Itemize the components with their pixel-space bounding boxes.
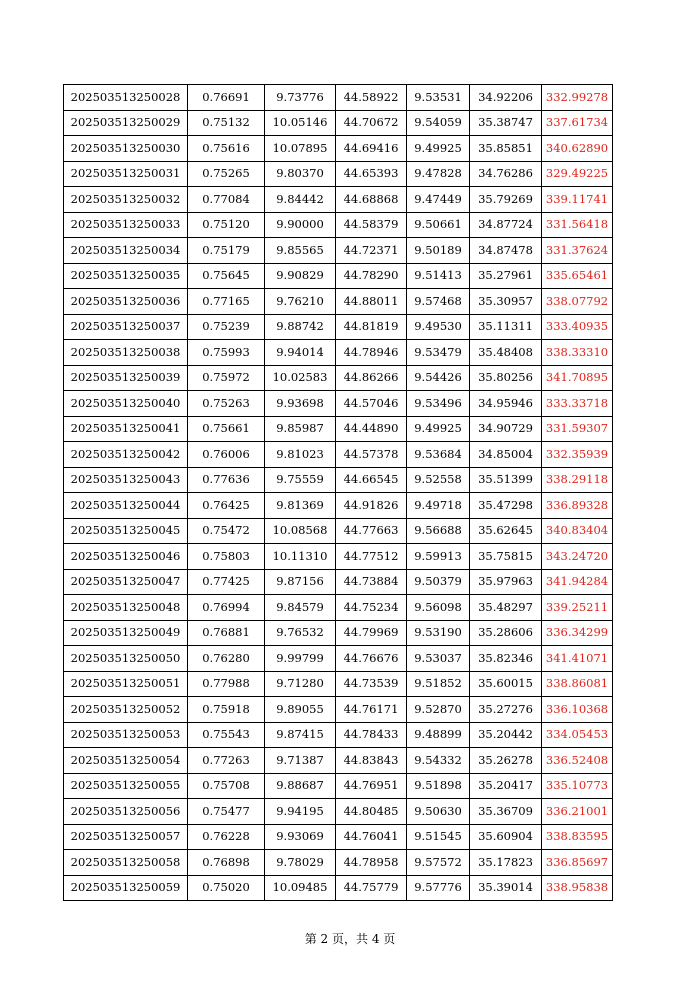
- sample-id-cell: 202503513250039: [64, 365, 188, 391]
- sample-id-cell: 202503513250057: [64, 824, 188, 850]
- sample-id-cell: 202503513250043: [64, 467, 188, 493]
- value-cell-5: 35.36709: [470, 799, 542, 825]
- table-row: [64, 646, 613, 672]
- value-cell-5: 34.90729: [470, 416, 542, 442]
- table-row: [64, 187, 613, 213]
- value-cell-3: 44.76171: [336, 697, 407, 723]
- value-cell-5: 35.20442: [470, 722, 542, 748]
- value-cell-4: 9.52870: [407, 697, 470, 723]
- value-cell-2: 9.88687: [265, 773, 336, 799]
- sample-id-cell: 202503513250040: [64, 391, 188, 417]
- value-cell-1: 0.76691: [188, 85, 265, 111]
- table-row: [64, 289, 613, 315]
- total-cell: 332.35939: [542, 442, 613, 468]
- value-cell-3: 44.66545: [336, 467, 407, 493]
- value-cell-2: 10.02583: [265, 365, 336, 391]
- value-cell-1: 0.75239: [188, 314, 265, 340]
- value-cell-1: 0.75543: [188, 722, 265, 748]
- sample-id-cell: 202503513250048: [64, 595, 188, 621]
- value-cell-1: 0.76228: [188, 824, 265, 850]
- total-cell: 341.94284: [542, 569, 613, 595]
- total-cell: 338.83595: [542, 824, 613, 850]
- sample-id-cell: 202503513250046: [64, 544, 188, 570]
- total-cell: 341.70895: [542, 365, 613, 391]
- value-cell-5: 35.75815: [470, 544, 542, 570]
- total-cell: 338.95838: [542, 875, 613, 901]
- value-cell-4: 9.50630: [407, 799, 470, 825]
- table-row: [64, 697, 613, 723]
- value-cell-5: 34.95946: [470, 391, 542, 417]
- value-cell-4: 9.56098: [407, 595, 470, 621]
- table-row: [64, 110, 613, 136]
- value-cell-1: 0.77084: [188, 187, 265, 213]
- value-cell-5: 35.11311: [470, 314, 542, 340]
- sample-id-cell: 202503513250037: [64, 314, 188, 340]
- value-cell-3: 44.57378: [336, 442, 407, 468]
- value-cell-4: 9.54059: [407, 110, 470, 136]
- value-cell-2: 9.85987: [265, 416, 336, 442]
- value-cell-2: 9.76210: [265, 289, 336, 315]
- sample-id-cell: 202503513250035: [64, 263, 188, 289]
- value-cell-1: 0.75616: [188, 136, 265, 162]
- value-cell-4: 9.53531: [407, 85, 470, 111]
- value-cell-2: 9.90000: [265, 212, 336, 238]
- value-cell-5: 35.97963: [470, 569, 542, 595]
- value-cell-1: 0.77636: [188, 467, 265, 493]
- value-cell-1: 0.76898: [188, 850, 265, 876]
- value-cell-4: 9.52558: [407, 467, 470, 493]
- value-cell-1: 0.76994: [188, 595, 265, 621]
- value-cell-3: 44.58379: [336, 212, 407, 238]
- table-row: [64, 595, 613, 621]
- table-row: [64, 416, 613, 442]
- sample-id-cell: 202503513250045: [64, 518, 188, 544]
- value-cell-3: 44.78946: [336, 340, 407, 366]
- sample-id-cell: 202503513250049: [64, 620, 188, 646]
- value-cell-5: 35.82346: [470, 646, 542, 672]
- value-cell-3: 44.44890: [336, 416, 407, 442]
- value-cell-1: 0.75661: [188, 416, 265, 442]
- value-cell-5: 35.38747: [470, 110, 542, 136]
- value-cell-2: 9.81369: [265, 493, 336, 519]
- sample-id-cell: 202503513250041: [64, 416, 188, 442]
- value-cell-4: 9.50189: [407, 238, 470, 264]
- value-cell-1: 0.75803: [188, 544, 265, 570]
- table-row: [64, 238, 613, 264]
- value-cell-4: 9.59913: [407, 544, 470, 570]
- value-cell-4: 9.51413: [407, 263, 470, 289]
- table-row: [64, 365, 613, 391]
- value-cell-2: 10.07895: [265, 136, 336, 162]
- total-cell: 331.56418: [542, 212, 613, 238]
- value-cell-5: 35.60904: [470, 824, 542, 850]
- table-row: [64, 850, 613, 876]
- value-cell-3: 44.88011: [336, 289, 407, 315]
- value-cell-3: 44.70672: [336, 110, 407, 136]
- total-cell: 338.07792: [542, 289, 613, 315]
- table-row: [64, 212, 613, 238]
- value-cell-5: 35.60015: [470, 671, 542, 697]
- value-cell-5: 35.79269: [470, 187, 542, 213]
- value-cell-5: 35.28606: [470, 620, 542, 646]
- sample-id-cell: 202503513250055: [64, 773, 188, 799]
- value-cell-4: 9.47828: [407, 161, 470, 187]
- sample-id-cell: 202503513250031: [64, 161, 188, 187]
- value-cell-1: 0.75477: [188, 799, 265, 825]
- value-cell-3: 44.91826: [336, 493, 407, 519]
- value-cell-5: 35.80256: [470, 365, 542, 391]
- value-cell-2: 9.75559: [265, 467, 336, 493]
- value-cell-5: 34.92206: [470, 85, 542, 111]
- sample-id-cell: 202503513250054: [64, 748, 188, 774]
- sample-id-cell: 202503513250032: [64, 187, 188, 213]
- value-cell-5: 35.48408: [470, 340, 542, 366]
- total-cell: 331.37624: [542, 238, 613, 264]
- value-cell-2: 9.88742: [265, 314, 336, 340]
- value-cell-4: 9.50661: [407, 212, 470, 238]
- value-cell-2: 9.90829: [265, 263, 336, 289]
- page-footer: 第 2 页，共 4 页: [304, 932, 396, 946]
- value-cell-1: 0.76006: [188, 442, 265, 468]
- table-row: [64, 340, 613, 366]
- value-cell-1: 0.75179: [188, 238, 265, 264]
- value-cell-1: 0.75265: [188, 161, 265, 187]
- value-cell-3: 44.65393: [336, 161, 407, 187]
- table-row: [64, 875, 613, 901]
- data-table: [63, 84, 613, 901]
- value-cell-5: 35.27961: [470, 263, 542, 289]
- value-cell-5: 35.27276: [470, 697, 542, 723]
- value-cell-4: 9.53479: [407, 340, 470, 366]
- total-cell: 336.85697: [542, 850, 613, 876]
- total-cell: 336.10368: [542, 697, 613, 723]
- total-cell: 334.05453: [542, 722, 613, 748]
- value-cell-1: 0.76280: [188, 646, 265, 672]
- table-row: [64, 824, 613, 850]
- value-cell-2: 9.81023: [265, 442, 336, 468]
- table-row: [64, 722, 613, 748]
- total-cell: 341.41071: [542, 646, 613, 672]
- total-cell: 339.11741: [542, 187, 613, 213]
- sample-id-cell: 202503513250029: [64, 110, 188, 136]
- sample-id-cell: 202503513250038: [64, 340, 188, 366]
- value-cell-3: 44.58922: [336, 85, 407, 111]
- total-cell: 338.29118: [542, 467, 613, 493]
- sample-id-cell: 202503513250052: [64, 697, 188, 723]
- value-cell-3: 44.78958: [336, 850, 407, 876]
- total-cell: 340.83404: [542, 518, 613, 544]
- table-row: [64, 799, 613, 825]
- value-cell-3: 44.86266: [336, 365, 407, 391]
- value-cell-1: 0.77425: [188, 569, 265, 595]
- value-cell-2: 9.78029: [265, 850, 336, 876]
- value-cell-3: 44.69416: [336, 136, 407, 162]
- value-cell-4: 9.53496: [407, 391, 470, 417]
- value-cell-2: 9.73776: [265, 85, 336, 111]
- value-cell-1: 0.75645: [188, 263, 265, 289]
- value-cell-2: 10.09485: [265, 875, 336, 901]
- value-cell-5: 35.30957: [470, 289, 542, 315]
- value-cell-5: 35.26278: [470, 748, 542, 774]
- value-cell-2: 9.93069: [265, 824, 336, 850]
- value-cell-2: 9.71280: [265, 671, 336, 697]
- value-cell-4: 9.49925: [407, 416, 470, 442]
- value-cell-4: 9.54426: [407, 365, 470, 391]
- total-cell: 332.99278: [542, 85, 613, 111]
- value-cell-4: 9.57572: [407, 850, 470, 876]
- total-cell: 336.52408: [542, 748, 613, 774]
- value-cell-3: 44.83843: [336, 748, 407, 774]
- value-cell-1: 0.75993: [188, 340, 265, 366]
- value-cell-5: 35.85851: [470, 136, 542, 162]
- table-row: [64, 620, 613, 646]
- value-cell-5: 35.51399: [470, 467, 542, 493]
- sample-id-cell: 202503513250036: [64, 289, 188, 315]
- value-cell-3: 44.77512: [336, 544, 407, 570]
- sample-id-cell: 202503513250047: [64, 569, 188, 595]
- value-cell-2: 9.93698: [265, 391, 336, 417]
- table-row: [64, 391, 613, 417]
- sample-id-cell: 202503513250044: [64, 493, 188, 519]
- value-cell-1: 0.76881: [188, 620, 265, 646]
- value-cell-1: 0.75120: [188, 212, 265, 238]
- value-cell-3: 44.78290: [336, 263, 407, 289]
- value-cell-3: 44.72371: [336, 238, 407, 264]
- value-cell-5: 34.87478: [470, 238, 542, 264]
- value-cell-4: 9.54332: [407, 748, 470, 774]
- value-cell-3: 44.80485: [336, 799, 407, 825]
- value-cell-5: 34.87724: [470, 212, 542, 238]
- value-cell-4: 9.49530: [407, 314, 470, 340]
- value-cell-3: 44.79969: [336, 620, 407, 646]
- value-cell-2: 9.94195: [265, 799, 336, 825]
- value-cell-2: 9.99799: [265, 646, 336, 672]
- table-row: [64, 569, 613, 595]
- value-cell-2: 10.08568: [265, 518, 336, 544]
- value-cell-4: 9.57776: [407, 875, 470, 901]
- total-cell: 336.21001: [542, 799, 613, 825]
- table-row: [64, 136, 613, 162]
- value-cell-1: 0.76425: [188, 493, 265, 519]
- value-cell-4: 9.53037: [407, 646, 470, 672]
- value-cell-1: 0.75263: [188, 391, 265, 417]
- value-cell-3: 44.73884: [336, 569, 407, 595]
- sample-id-cell: 202503513250051: [64, 671, 188, 697]
- sample-id-cell: 202503513250053: [64, 722, 188, 748]
- value-cell-4: 9.49718: [407, 493, 470, 519]
- value-cell-5: 35.47298: [470, 493, 542, 519]
- table-row: [64, 748, 613, 774]
- table-row: [64, 442, 613, 468]
- total-cell: 336.89328: [542, 493, 613, 519]
- value-cell-4: 9.57468: [407, 289, 470, 315]
- table-row: [64, 773, 613, 799]
- sample-id-cell: 202503513250034: [64, 238, 188, 264]
- total-cell: 338.33310: [542, 340, 613, 366]
- value-cell-1: 0.75918: [188, 697, 265, 723]
- value-cell-4: 9.51852: [407, 671, 470, 697]
- value-cell-3: 44.76951: [336, 773, 407, 799]
- value-cell-3: 44.81819: [336, 314, 407, 340]
- value-cell-3: 44.75234: [336, 595, 407, 621]
- value-cell-2: 9.80370: [265, 161, 336, 187]
- value-cell-1: 0.75132: [188, 110, 265, 136]
- sample-id-cell: 202503513250028: [64, 85, 188, 111]
- sample-id-cell: 202503513250058: [64, 850, 188, 876]
- total-cell: 337.61734: [542, 110, 613, 136]
- value-cell-1: 0.77263: [188, 748, 265, 774]
- value-cell-4: 9.49925: [407, 136, 470, 162]
- sample-id-cell: 202503513250056: [64, 799, 188, 825]
- table-row: [64, 161, 613, 187]
- value-cell-4: 9.50379: [407, 569, 470, 595]
- value-cell-5: 35.48297: [470, 595, 542, 621]
- table-row: [64, 467, 613, 493]
- value-cell-3: 44.76041: [336, 824, 407, 850]
- total-cell: 340.62890: [542, 136, 613, 162]
- total-cell: 338.86081: [542, 671, 613, 697]
- value-cell-1: 0.75972: [188, 365, 265, 391]
- value-cell-2: 9.84579: [265, 595, 336, 621]
- total-cell: 343.24720: [542, 544, 613, 570]
- total-cell: 333.40935: [542, 314, 613, 340]
- total-cell: 333.33718: [542, 391, 613, 417]
- total-cell: 335.65461: [542, 263, 613, 289]
- total-cell: 335.10773: [542, 773, 613, 799]
- sample-id-cell: 202503513250050: [64, 646, 188, 672]
- sample-id-cell: 202503513250059: [64, 875, 188, 901]
- total-cell: 339.25211: [542, 595, 613, 621]
- sample-id-cell: 202503513250030: [64, 136, 188, 162]
- value-cell-5: 35.39014: [470, 875, 542, 901]
- value-cell-5: 34.85004: [470, 442, 542, 468]
- table-row: [64, 493, 613, 519]
- value-cell-2: 9.85565: [265, 238, 336, 264]
- value-cell-2: 9.87415: [265, 722, 336, 748]
- value-cell-4: 9.56688: [407, 518, 470, 544]
- value-cell-5: 35.20417: [470, 773, 542, 799]
- value-cell-2: 9.84442: [265, 187, 336, 213]
- value-cell-4: 9.47449: [407, 187, 470, 213]
- total-cell: 336.34299: [542, 620, 613, 646]
- table-row: [64, 314, 613, 340]
- total-cell: 331.59307: [542, 416, 613, 442]
- value-cell-4: 9.51545: [407, 824, 470, 850]
- table-row: [64, 263, 613, 289]
- value-cell-1: 0.75472: [188, 518, 265, 544]
- table-row: [64, 518, 613, 544]
- value-cell-3: 44.68868: [336, 187, 407, 213]
- table-row: [64, 544, 613, 570]
- value-cell-1: 0.77165: [188, 289, 265, 315]
- value-cell-1: 0.75020: [188, 875, 265, 901]
- value-cell-2: 10.11310: [265, 544, 336, 570]
- value-cell-2: 9.76532: [265, 620, 336, 646]
- sample-id-cell: 202503513250033: [64, 212, 188, 238]
- total-cell: 329.49225: [542, 161, 613, 187]
- value-cell-3: 44.57046: [336, 391, 407, 417]
- value-cell-3: 44.73539: [336, 671, 407, 697]
- value-cell-3: 44.78433: [336, 722, 407, 748]
- sample-id-cell: 202503513250042: [64, 442, 188, 468]
- value-cell-3: 44.76676: [336, 646, 407, 672]
- value-cell-1: 0.77988: [188, 671, 265, 697]
- value-cell-2: 9.94014: [265, 340, 336, 366]
- value-cell-2: 9.89055: [265, 697, 336, 723]
- value-cell-4: 9.48899: [407, 722, 470, 748]
- table-row: [64, 671, 613, 697]
- value-cell-2: 9.71387: [265, 748, 336, 774]
- table-body: [64, 85, 613, 901]
- value-cell-4: 9.51898: [407, 773, 470, 799]
- value-cell-4: 9.53190: [407, 620, 470, 646]
- value-cell-4: 9.53684: [407, 442, 470, 468]
- value-cell-2: 10.05146: [265, 110, 336, 136]
- value-cell-1: 0.75708: [188, 773, 265, 799]
- value-cell-5: 34.76286: [470, 161, 542, 187]
- value-cell-3: 44.75779: [336, 875, 407, 901]
- table-row: [64, 85, 613, 111]
- value-cell-3: 44.77663: [336, 518, 407, 544]
- value-cell-5: 35.62645: [470, 518, 542, 544]
- value-cell-5: 35.17823: [470, 850, 542, 876]
- value-cell-2: 9.87156: [265, 569, 336, 595]
